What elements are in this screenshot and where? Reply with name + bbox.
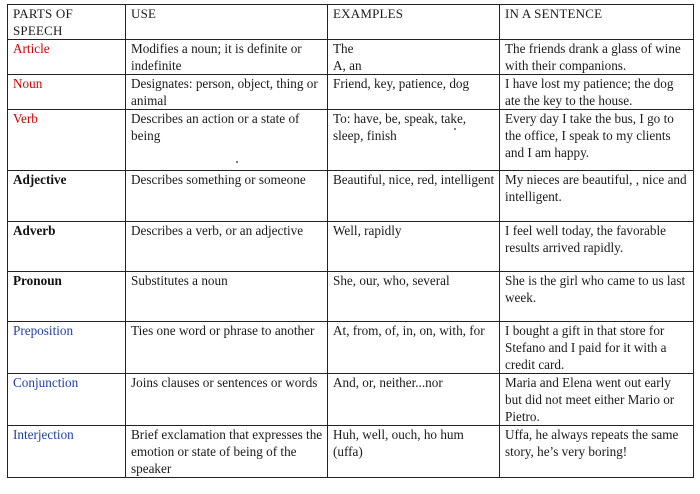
table-row [8, 171, 694, 222]
part-of-speech-cell: Article [8, 40, 126, 75]
examples-cell: Well, rapidly [328, 222, 500, 272]
scan-speck [236, 161, 238, 163]
use-cell: Ties one word or phrase to another [126, 322, 328, 374]
part-of-speech-cell: Noun [8, 75, 126, 110]
sentence-cell: The friends drank a glass of wine with their companions. [500, 40, 694, 75]
part-of-speech-cell: Conjunction [8, 374, 126, 426]
part-of-speech-cell: Interjection [8, 426, 126, 478]
examples-cell: At, from, of, in, on, with, for [328, 322, 500, 374]
header-examples: EXAMPLES [328, 5, 500, 40]
sentence-cell: Maria and Elena went out early but did not meet either Mario or Pietro. [500, 374, 694, 426]
sentence-cell: My nieces are beautiful, , nice and intelligent. [500, 171, 694, 222]
part-of-speech-cell: Adjective [8, 171, 126, 222]
header-row [8, 5, 694, 40]
sentence-cell: Every day I take the bus, I go to the office, I speak to my clients and I am happy. [500, 110, 694, 171]
part-of-speech-cell: Verb [8, 110, 126, 171]
use-cell: Describes a verb, or an adjective [126, 222, 328, 272]
table-row [8, 322, 694, 374]
examples-cell: Beautiful, nice, red, intelligent [328, 171, 500, 222]
use-cell: Designates: person, object, thing or animal [126, 75, 328, 110]
use-cell: Describes something or someone [126, 171, 328, 222]
table-row [8, 110, 694, 171]
sentence-cell: I bought a gift in that store for Stefano and I paid for it with a credit card. [500, 322, 694, 374]
examples-cell: And, or, neither...nor [328, 374, 500, 426]
examples-cell: The A, an [328, 40, 500, 75]
table-row [8, 40, 694, 75]
examples-cell: Friend, key, patience, dog [328, 75, 500, 110]
table-row [8, 426, 694, 478]
part-of-speech-cell: Preposition [8, 322, 126, 374]
header-use: USE [126, 5, 328, 40]
sentence-cell: I have lost my patience; the dog ate the key to the house. [500, 75, 694, 110]
examples-cell: To: have, be, speak, take, sleep, finish [328, 110, 500, 171]
part-of-speech-cell: Adverb [8, 222, 126, 272]
table-row [8, 272, 694, 322]
use-cell: Substitutes a noun [126, 272, 328, 322]
table-row [8, 374, 694, 426]
examples-cell: Huh, well, ouch, ho hum (uffa) [328, 426, 500, 478]
use-cell: Modifies a noun; it is definite or indefinite [126, 40, 328, 75]
table-row [8, 75, 694, 110]
use-cell: Describes an action or a state of being [126, 110, 328, 171]
use-cell: Joins clauses or sentences or words [126, 374, 328, 426]
header-parts-of-speech: PARTS OF SPEECH [8, 5, 126, 40]
use-cell: Brief exclamation that expresses the emotion or state of being of the speaker [126, 426, 328, 478]
sentence-cell: She is the girl who came to us last week. [500, 272, 694, 322]
sentence-cell: Uffa, he always repeats the same story, he’s very boring! [500, 426, 694, 478]
parts-of-speech-table [7, 4, 694, 478]
part-of-speech-cell: Pronoun [8, 272, 126, 322]
scan-speck [454, 128, 456, 130]
examples-cell: She, our, who, several [328, 272, 500, 322]
header-in-a-sentence: IN A SENTENCE [500, 5, 694, 40]
sentence-cell: I feel well today, the favorable results arrived rapidly. [500, 222, 694, 272]
table-row [8, 222, 694, 272]
